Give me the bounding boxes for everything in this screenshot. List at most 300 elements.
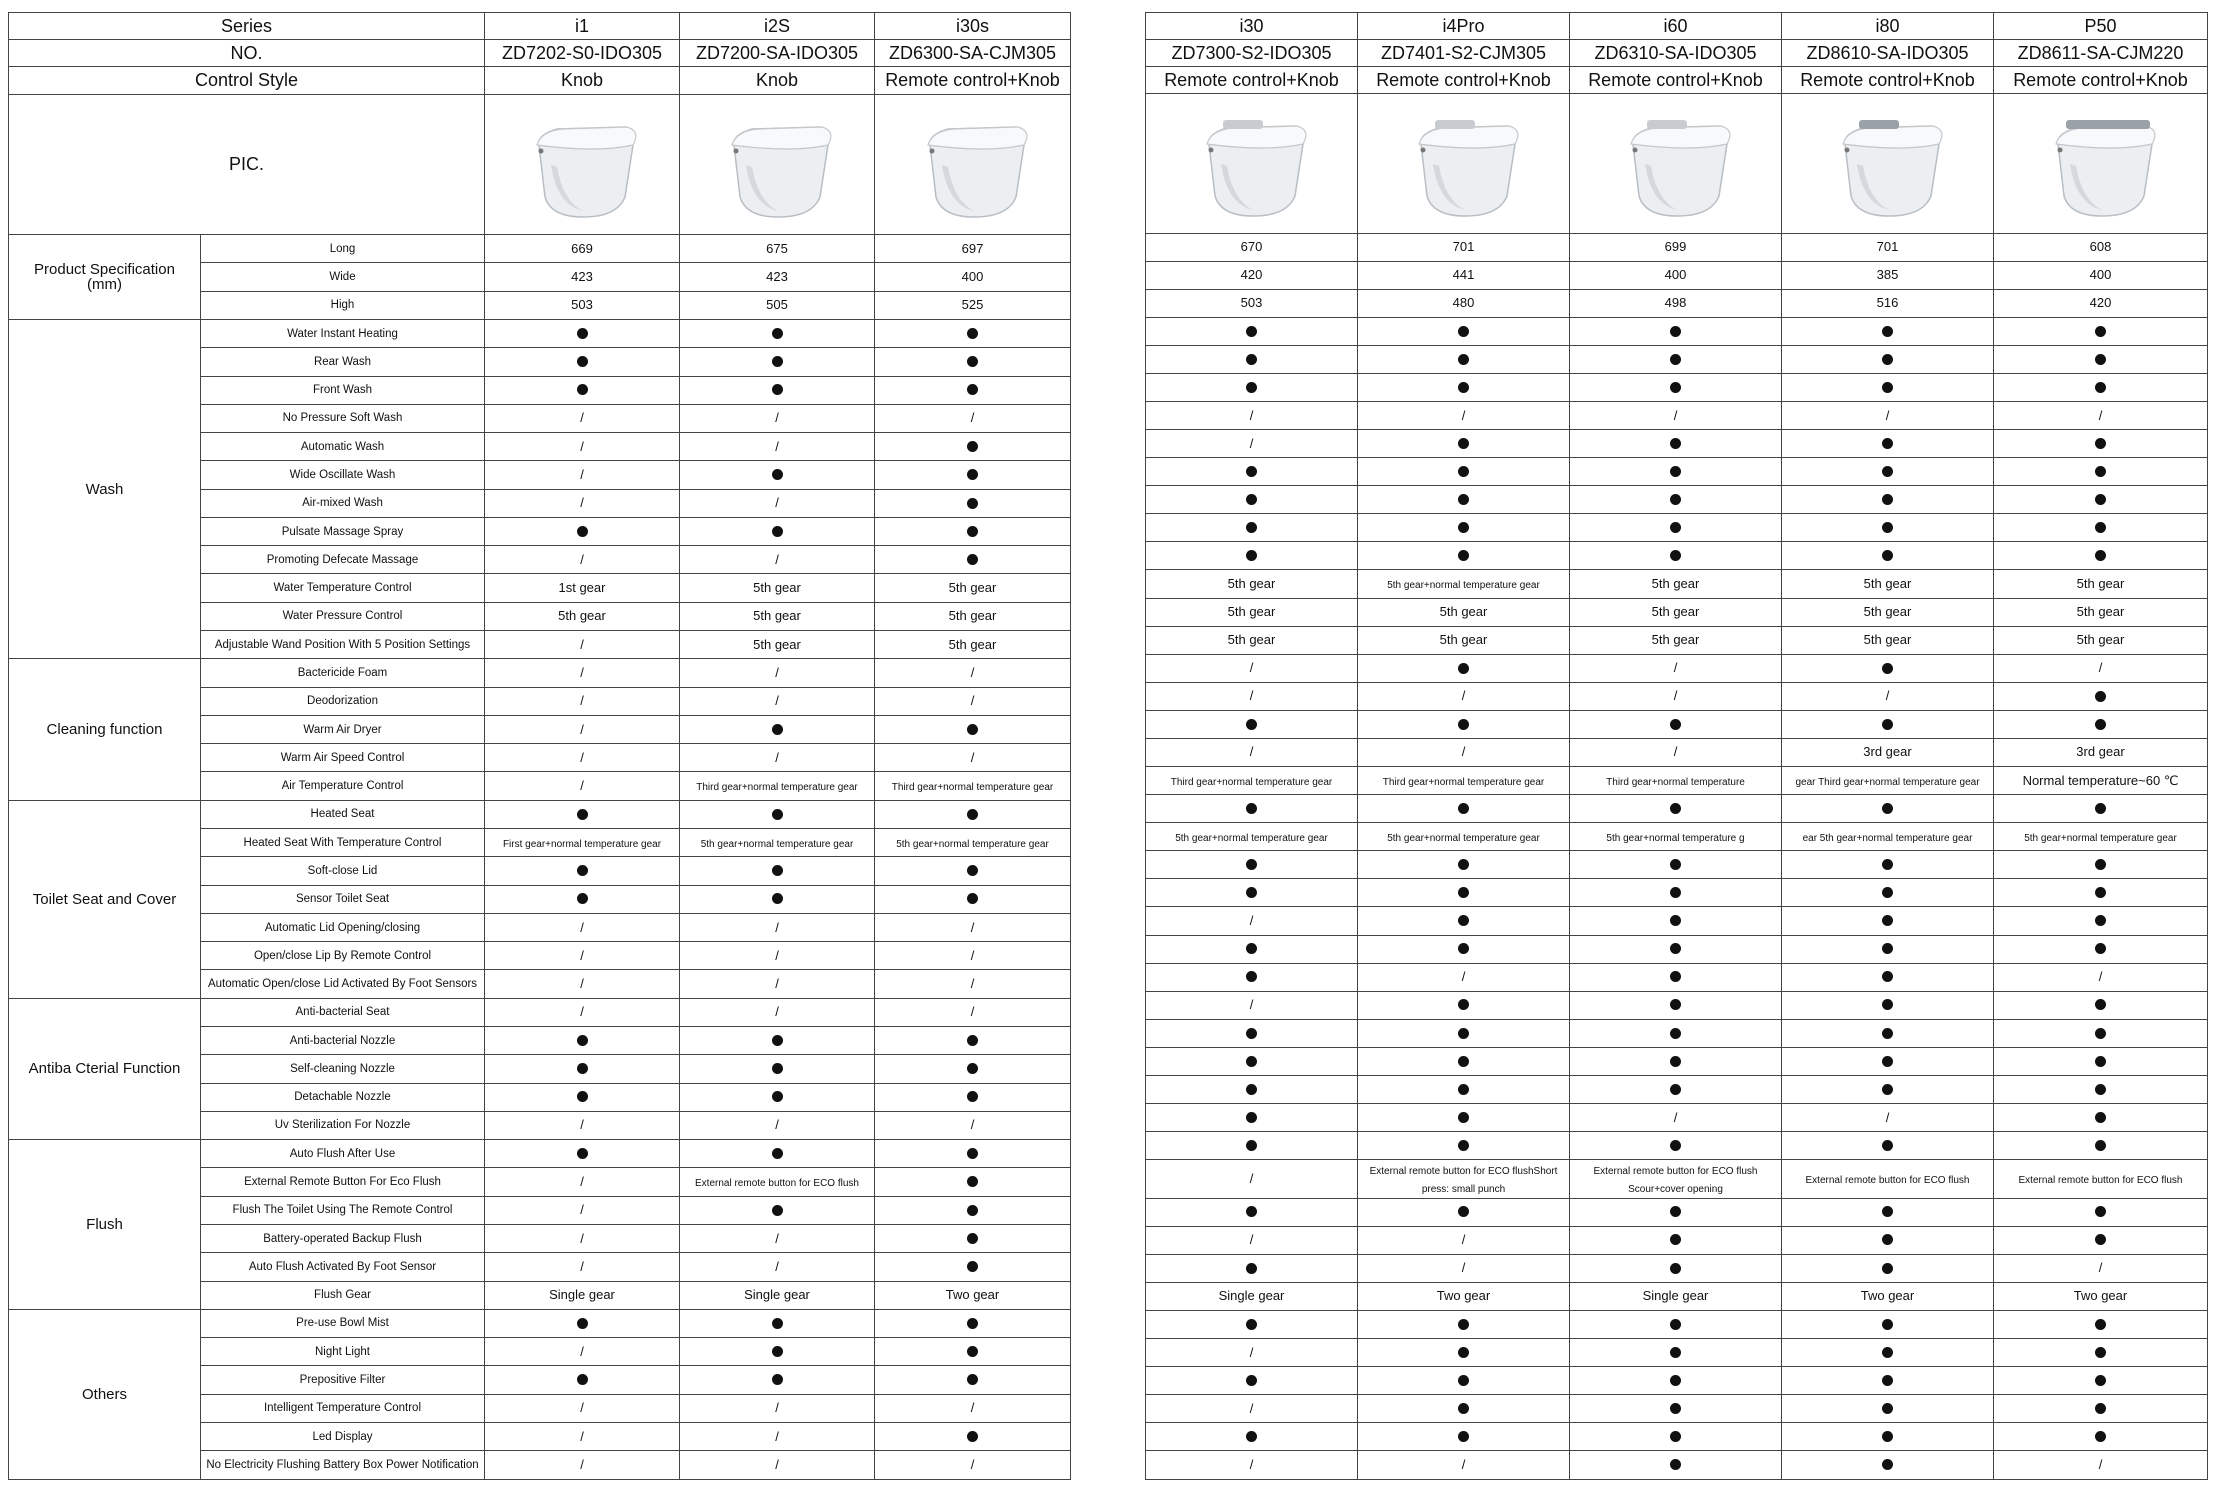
- spec-value-cell: [680, 517, 875, 545]
- spec-value-cell: [1994, 823, 2208, 851]
- not-available-mark: /: [580, 721, 584, 737]
- feature-label: Pulsate Massage Spray: [201, 517, 485, 545]
- filled-dot-icon: [1458, 663, 1469, 674]
- feature-label: Anti-bacterial Seat: [201, 998, 485, 1026]
- filled-dot-icon: [2095, 1084, 2106, 1095]
- spec-value-text: 423: [571, 269, 593, 285]
- filled-dot-icon: [2095, 803, 2106, 814]
- spec-value-cell: [875, 1451, 1071, 1480]
- spec-value-cell: [1358, 991, 1570, 1019]
- spec-value-cell: [1358, 710, 1570, 738]
- feature-label: Anti-bacterial Nozzle: [201, 1026, 485, 1054]
- filled-dot-icon: [1882, 1319, 1893, 1330]
- filled-dot-icon: [1246, 1084, 1257, 1095]
- not-available-mark: /: [580, 1117, 584, 1133]
- spec-value-cell: [1570, 570, 1782, 598]
- spec-value-cell: [680, 1338, 875, 1366]
- spec-value-cell: [485, 1394, 680, 1422]
- feature-label: Promoting Defecate Massage: [201, 546, 485, 574]
- spec-value-cell: [1358, 963, 1570, 991]
- not-available-mark: /: [1673, 688, 1678, 704]
- filled-dot-icon: [967, 1261, 978, 1272]
- feature-row-no-electricity-flushing-battery-box-power-notification: [1146, 1451, 2208, 1480]
- spec-value-cell: [680, 744, 875, 772]
- not-available-mark: /: [580, 1400, 584, 1416]
- filled-dot-icon: [2095, 550, 2106, 561]
- filled-dot-icon: [1882, 719, 1893, 730]
- spec-value-cell: [485, 687, 680, 715]
- filled-dot-icon: [967, 724, 978, 735]
- spec-value-cell: [1994, 1160, 2208, 1198]
- spec-value-cell: [680, 913, 875, 941]
- model-series-cell: i2S: [680, 13, 875, 40]
- spec-value-cell: [1782, 851, 1994, 879]
- spec-value-cell: [1994, 767, 2208, 795]
- filled-dot-icon: [967, 469, 978, 480]
- spec-value-cell: [1146, 935, 1358, 963]
- filled-dot-icon: [1882, 887, 1893, 898]
- spec-value-cell: [680, 800, 875, 828]
- group-label-flush: [9, 1140, 201, 1310]
- filled-dot-icon: [1882, 943, 1893, 954]
- spec-value-cell: [1146, 1075, 1358, 1103]
- not-available-mark: /: [2098, 1260, 2103, 1276]
- feature-label: Detachable Nozzle: [201, 1083, 485, 1111]
- spec-value-cell: [485, 970, 680, 998]
- spec-value-cell: [1146, 317, 1358, 345]
- filled-dot-icon: [967, 441, 978, 452]
- spec-value-text: 5th gear: [948, 580, 997, 596]
- filled-dot-icon: [1670, 550, 1681, 561]
- spec-value-cell: [680, 404, 875, 432]
- toilet-product-image: [908, 105, 1038, 223]
- spec-value-cell: [875, 574, 1071, 602]
- spec-value-text: 503: [1240, 295, 1263, 311]
- feature-row-heated-seat: [9, 800, 1071, 828]
- filled-dot-icon: [1882, 663, 1893, 674]
- spec-value-cell: [680, 1083, 875, 1111]
- not-available-mark: /: [580, 636, 584, 652]
- filled-dot-icon: [1670, 1431, 1681, 1442]
- spec-value-text: Single gear: [744, 1287, 810, 1303]
- spec-value-cell: [1146, 1339, 1358, 1367]
- spec-value-cell: [1570, 1367, 1782, 1395]
- filled-dot-icon: [2095, 1140, 2106, 1151]
- spec-value-text: 480: [1452, 295, 1475, 311]
- spec-value-cell: [1146, 430, 1358, 458]
- filled-dot-icon: [1670, 1347, 1681, 1358]
- spec-value-cell: [1358, 1198, 1570, 1226]
- spec-value-cell: [875, 404, 1071, 432]
- feature-row-water-pressure-control: [1146, 598, 2208, 626]
- spec-value-cell: [875, 970, 1071, 998]
- spec-value-cell: [485, 1451, 680, 1480]
- filled-dot-icon: [772, 724, 783, 735]
- spec-value-text: 400: [1664, 267, 1687, 283]
- spec-value-cell: [485, 1366, 680, 1394]
- feature-row-external-remote-button-for-eco-flush: [1146, 1160, 2208, 1198]
- filled-dot-icon: [772, 469, 783, 480]
- filled-dot-icon: [772, 1035, 783, 1046]
- not-available-mark: /: [580, 1457, 584, 1473]
- spec-value-cell: [1782, 373, 1994, 401]
- spec-value-cell: [680, 1309, 875, 1337]
- feature-row-led-display: [1146, 1423, 2208, 1451]
- spec-value-cell: [680, 1168, 875, 1196]
- spec-value-text: Two gear: [1860, 1288, 1915, 1304]
- spec-value-cell: [1570, 317, 1782, 345]
- spec-value-cell: [485, 1196, 680, 1224]
- spec-value-text: 441: [1452, 267, 1475, 283]
- filled-dot-icon: [1882, 999, 1893, 1010]
- not-available-mark: /: [1673, 744, 1678, 760]
- spec-value-cell: [1782, 991, 1994, 1019]
- spec-value-cell: [680, 1111, 875, 1139]
- spec-value-cell: [1782, 626, 1994, 654]
- spec-value-cell: [1782, 1019, 1994, 1047]
- spec-value-cell: [875, 885, 1071, 913]
- spec-value-cell: [1782, 710, 1994, 738]
- spec-value-text: 5th gear+normal temperature gear: [1387, 832, 1540, 844]
- spec-value-cell: [1358, 1103, 1570, 1131]
- spec-value-cell: [485, 1422, 680, 1450]
- spec-value-cell: [1782, 1160, 1994, 1198]
- spec-value-cell: [1570, 1282, 1782, 1310]
- spec-value-cell: [1146, 1310, 1358, 1338]
- feature-row-promoting-defecate-massage: [1146, 542, 2208, 570]
- filled-dot-icon: [2095, 1347, 2106, 1358]
- product-picture-cell: [1994, 94, 2208, 233]
- spec-value-cell: [1146, 570, 1358, 598]
- spec-value-cell: [1782, 795, 1994, 823]
- spec-value-cell: [485, 376, 680, 404]
- filled-dot-icon: [1670, 803, 1681, 814]
- model-number-row: [9, 40, 1071, 67]
- not-available-mark: /: [775, 438, 779, 454]
- not-available-mark: /: [970, 1117, 975, 1133]
- spec-value-cell: [875, 631, 1071, 659]
- feature-row-high: [1146, 289, 2208, 317]
- spec-value-cell: [1994, 654, 2208, 682]
- spec-value-cell: [1146, 738, 1358, 766]
- not-available-mark: /: [775, 749, 779, 765]
- filled-dot-icon: [1670, 887, 1681, 898]
- filled-dot-icon: [1882, 1206, 1893, 1217]
- not-available-mark: /: [580, 410, 584, 426]
- group-label-text: Antiba Cterial Function: [28, 1060, 181, 1078]
- model-control-cell: Knob: [680, 67, 875, 94]
- feature-row-pre-use-bowl-mist: [1146, 1310, 2208, 1338]
- feature-row-warm-air-speed-control: [1146, 738, 2208, 766]
- spec-value-cell: [1994, 907, 2208, 935]
- toilet-product-image: [1823, 104, 1953, 222]
- spec-value-cell: [1782, 598, 1994, 626]
- filled-dot-icon: [967, 328, 978, 339]
- spec-value-cell: [875, 715, 1071, 743]
- not-available-mark: /: [580, 919, 584, 935]
- spec-value-text: External remote button for ECO flush: [1805, 1174, 1970, 1186]
- control-style-row-label: Control Style: [9, 67, 485, 94]
- not-available-mark: /: [580, 1343, 584, 1359]
- spec-value-text: 5th gear: [1651, 604, 1700, 620]
- spec-value-cell: [1782, 402, 1994, 430]
- feature-row-air-temperature-control: [1146, 767, 2208, 795]
- feature-row-night-light: [1146, 1339, 2208, 1367]
- spec-value-text: 420: [1240, 267, 1263, 283]
- feature-row-auto-flush-after-use: [9, 1140, 1071, 1168]
- spec-value-cell: [875, 998, 1071, 1026]
- spec-value-cell: [1782, 738, 1994, 766]
- spec-value-cell: [1146, 682, 1358, 710]
- filled-dot-icon: [1882, 859, 1893, 870]
- spec-value-cell: [1570, 598, 1782, 626]
- spec-value-cell: [680, 772, 875, 800]
- group-label-antiba-cterial-function: [9, 998, 201, 1139]
- spec-value-cell: [1146, 402, 1358, 430]
- filled-dot-icon: [2095, 326, 2106, 337]
- spec-value-text: 5th gear: [1863, 576, 1912, 592]
- filled-dot-icon: [1246, 1319, 1257, 1330]
- feature-label: Air Temperature Control: [201, 772, 485, 800]
- not-available-mark: /: [775, 664, 779, 680]
- filled-dot-icon: [967, 384, 978, 395]
- not-available-mark: /: [1461, 688, 1466, 704]
- filled-dot-icon: [1670, 522, 1681, 533]
- spec-value-cell: [875, 517, 1071, 545]
- feature-label: High: [201, 291, 485, 319]
- feature-row-automatic-lid-opening-closing: [1146, 907, 2208, 935]
- filled-dot-icon: [1670, 1234, 1681, 1245]
- spec-value-cell: [1146, 514, 1358, 542]
- spec-value-cell: [1358, 1226, 1570, 1254]
- spec-value-cell: [680, 263, 875, 291]
- spec-value-cell: [485, 1168, 680, 1196]
- spec-value-cell: [1994, 879, 2208, 907]
- toilet-product-image: [712, 105, 842, 223]
- spec-value-text: 420: [2089, 295, 2112, 311]
- spec-value-cell: [1782, 1226, 1994, 1254]
- feature-row-heated-seat: [1146, 795, 2208, 823]
- feature-label: Automatic Lid Opening/closing: [201, 913, 485, 941]
- feature-row-no-pressure-soft-wash: [1146, 402, 2208, 430]
- spec-value-cell: [485, 913, 680, 941]
- product-picture-cell: [485, 94, 680, 234]
- model-no-cell: ZD8611-SA-CJM220: [1994, 40, 2208, 67]
- feature-row-water-instant-heating: [9, 319, 1071, 347]
- filled-dot-icon: [1246, 354, 1257, 365]
- group-label-text: Toilet Seat and Cover: [32, 890, 177, 908]
- right-spec-table-wrapper: [1145, 12, 2207, 1480]
- model-no-cell: ZD7202-S0-IDO305: [485, 40, 680, 67]
- filled-dot-icon: [967, 1346, 978, 1357]
- feature-row-wide: [1146, 261, 2208, 289]
- spec-value-cell: [1146, 1019, 1358, 1047]
- spec-value-cell: [680, 235, 875, 263]
- not-available-mark: /: [1249, 1232, 1254, 1248]
- filled-dot-icon: [2095, 943, 2106, 954]
- spec-value-cell: [1570, 430, 1782, 458]
- spec-value-cell: [485, 433, 680, 461]
- toilet-product-image: [2036, 104, 2166, 222]
- filled-dot-icon: [2095, 466, 2106, 477]
- spec-value-cell: [1570, 907, 1782, 935]
- model-series-cell: i60: [1570, 13, 1782, 40]
- filled-dot-icon: [1670, 466, 1681, 477]
- filled-dot-icon: [577, 1063, 588, 1074]
- spec-value-text: 5th gear+normal temperature gear: [1175, 832, 1328, 844]
- spec-value-cell: [1146, 907, 1358, 935]
- feature-label: Heated Seat: [201, 800, 485, 828]
- spec-value-cell: [1146, 1226, 1358, 1254]
- feature-label: Wide: [201, 263, 485, 291]
- spec-value-cell: [1358, 317, 1570, 345]
- filled-dot-icon: [1882, 1234, 1893, 1245]
- filled-dot-icon: [577, 1318, 588, 1329]
- spec-value-text: 400: [2089, 267, 2112, 283]
- filled-dot-icon: [1882, 438, 1893, 449]
- spec-value-cell: [680, 687, 875, 715]
- spec-value-cell: [485, 744, 680, 772]
- filled-dot-icon: [1670, 1459, 1681, 1470]
- spec-value-cell: [1570, 1047, 1782, 1075]
- spec-value-cell: [1146, 991, 1358, 1019]
- spec-value-cell: [1782, 823, 1994, 851]
- spec-value-cell: [1570, 1160, 1782, 1198]
- spec-value-cell: [1994, 598, 2208, 626]
- filled-dot-icon: [967, 1318, 978, 1329]
- filled-dot-icon: [772, 1063, 783, 1074]
- filled-dot-icon: [772, 1091, 783, 1102]
- spec-value-cell: [1994, 1132, 2208, 1160]
- spec-value-cell: [1358, 430, 1570, 458]
- filled-dot-icon: [1246, 971, 1257, 982]
- filled-dot-icon: [1882, 1347, 1893, 1358]
- filled-dot-icon: [2095, 382, 2106, 393]
- filled-dot-icon: [1458, 999, 1469, 1010]
- spec-value-text: 5th gear: [1651, 632, 1700, 648]
- spec-value-text: External remote button for ECO flush: [2018, 1174, 2183, 1186]
- spec-value-cell: [1358, 1047, 1570, 1075]
- filled-dot-icon: [772, 893, 783, 904]
- spec-value-cell: [875, 1168, 1071, 1196]
- filled-dot-icon: [772, 1346, 783, 1357]
- filled-dot-icon: [1670, 915, 1681, 926]
- filled-dot-icon: [1670, 719, 1681, 730]
- spec-value-cell: [1782, 1451, 1994, 1480]
- product-picture-cell: [1358, 94, 1570, 233]
- spec-value-cell: [1994, 1198, 2208, 1226]
- feature-row-sensor-toilet-seat: [1146, 879, 2208, 907]
- spec-value-cell: [485, 998, 680, 1026]
- not-available-mark: /: [2098, 969, 2103, 985]
- spec-value-cell: [1146, 261, 1358, 289]
- filled-dot-icon: [577, 865, 588, 876]
- feature-label: Warm Air Speed Control: [201, 744, 485, 772]
- filled-dot-icon: [1458, 915, 1469, 926]
- filled-dot-icon: [1458, 326, 1469, 337]
- spec-value-cell: [875, 659, 1071, 687]
- filled-dot-icon: [967, 356, 978, 367]
- feature-label: Heated Seat With Temperature Control: [201, 829, 485, 857]
- spec-value-cell: [1570, 682, 1782, 710]
- spec-value-cell: [1146, 1198, 1358, 1226]
- model-number-row: [1146, 40, 2208, 67]
- spec-value-cell: [1782, 261, 1994, 289]
- filled-dot-icon: [1246, 1028, 1257, 1039]
- spec-value-cell: [1358, 598, 1570, 626]
- spec-value-cell: [1570, 1254, 1782, 1282]
- spec-value-cell: [1358, 1395, 1570, 1423]
- filled-dot-icon: [1670, 971, 1681, 982]
- spec-value-cell: [1358, 1310, 1570, 1338]
- not-available-mark: /: [580, 693, 584, 709]
- spec-value-cell: [485, 1026, 680, 1054]
- spec-value-cell: [1146, 654, 1358, 682]
- spec-value-cell: [1782, 879, 1994, 907]
- spec-value-cell: [875, 1422, 1071, 1450]
- spec-value-cell: [1358, 1282, 1570, 1310]
- spec-value-text: Third gear+normal temperature gear: [1382, 776, 1545, 788]
- feature-label: Long: [201, 235, 485, 263]
- spec-value-cell: [1358, 1254, 1570, 1282]
- filled-dot-icon: [967, 526, 978, 537]
- not-available-mark: /: [775, 1457, 779, 1473]
- feature-row-auto-flush-after-use: [1146, 1132, 2208, 1160]
- not-available-mark: /: [580, 749, 584, 765]
- feature-label: Rear Wash: [201, 348, 485, 376]
- spec-value-cell: [875, 1111, 1071, 1139]
- model-series-cell: i4Pro: [1358, 13, 1570, 40]
- filled-dot-icon: [1882, 522, 1893, 533]
- filled-dot-icon: [1882, 1028, 1893, 1039]
- spec-value-cell: [680, 829, 875, 857]
- filled-dot-icon: [577, 893, 588, 904]
- filled-dot-icon: [1246, 550, 1257, 561]
- filled-dot-icon: [1670, 382, 1681, 393]
- spec-value-cell: [1570, 963, 1782, 991]
- spec-value-cell: [485, 263, 680, 291]
- spec-value-text: 670: [1240, 239, 1263, 255]
- not-available-mark: /: [1249, 660, 1254, 676]
- spec-value-cell: [485, 1338, 680, 1366]
- feature-row-prepositive-filter: [1146, 1367, 2208, 1395]
- feature-label: Automatic Open/close Lid Activated By Foot Sensors: [201, 970, 485, 998]
- spec-value-cell: [875, 829, 1071, 857]
- filled-dot-icon: [1670, 354, 1681, 365]
- feature-row-air-mixed-wash: [1146, 486, 2208, 514]
- filled-dot-icon: [1882, 1431, 1893, 1442]
- feature-label: Water Instant Heating: [201, 319, 485, 347]
- spec-value-cell: [1994, 991, 2208, 1019]
- spec-value-cell: [680, 376, 875, 404]
- not-available-mark: /: [775, 919, 779, 935]
- filled-dot-icon: [1458, 1403, 1469, 1414]
- spec-value-cell: [1358, 261, 1570, 289]
- group-label-toilet-seat-and-cover: [9, 800, 201, 998]
- filled-dot-icon: [1882, 326, 1893, 337]
- spec-value-cell: [875, 1224, 1071, 1252]
- spec-value-cell: [1358, 1367, 1570, 1395]
- filled-dot-icon: [2095, 1431, 2106, 1442]
- spec-value-text: Two gear: [2073, 1288, 2128, 1304]
- spec-value-text: 5th gear: [2076, 632, 2125, 648]
- spec-value-cell: [1994, 1451, 2208, 1480]
- filled-dot-icon: [1882, 354, 1893, 365]
- spec-value-cell: [1358, 1132, 1570, 1160]
- filled-dot-icon: [2095, 1319, 2106, 1330]
- left-spec-table: [8, 12, 1071, 1480]
- group-label-others: [9, 1309, 201, 1479]
